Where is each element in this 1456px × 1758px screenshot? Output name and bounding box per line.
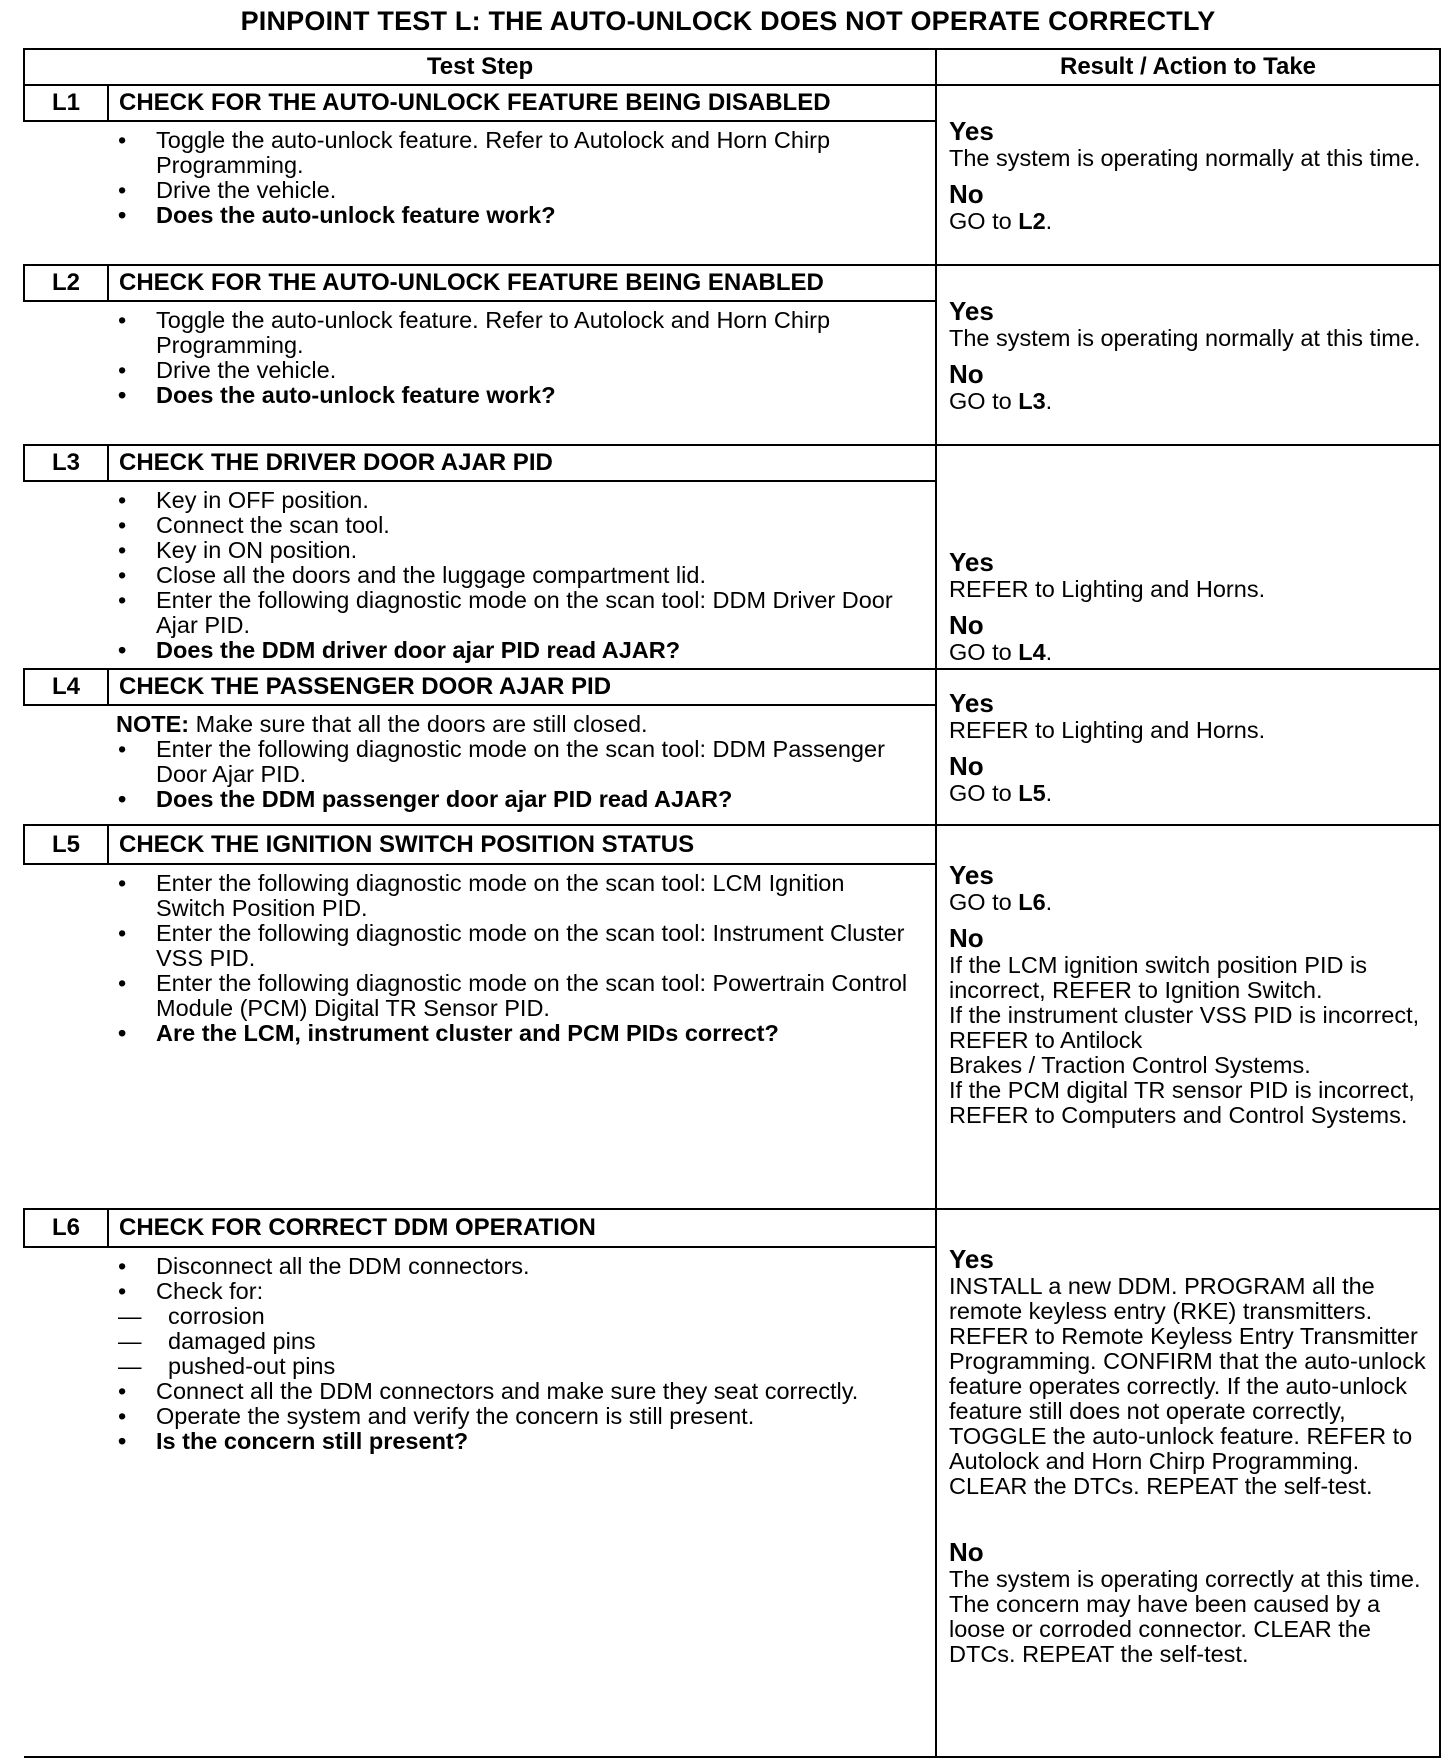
list-item: • Enter the following diagnostic mode on the scan tool: DDM Driver Door Ajar PID. bbox=[118, 588, 915, 638]
step-title: CHECK THE IGNITION SWITCH POSITION STATUS bbox=[108, 825, 936, 864]
list-item: • Enter the following diagnostic mode on the scan tool: Instrument Cluster VSS PID. bbox=[118, 921, 915, 971]
step-l5-title-row bbox=[24, 825, 1440, 864]
step-id: L5 bbox=[24, 825, 108, 864]
no-text: GO to L2. bbox=[949, 208, 1053, 234]
step-list bbox=[118, 488, 915, 663]
step-l5-body bbox=[24, 864, 936, 1209]
list-item: • Key in ON position. bbox=[118, 538, 915, 563]
list-item: • Are the LCM, instrument cluster and PCM PIDs correct? bbox=[118, 1021, 915, 1046]
step-list bbox=[118, 1254, 915, 1454]
step-id: L3 bbox=[24, 445, 108, 481]
header-test-step: Test Step bbox=[24, 49, 936, 85]
yes-label: Yes bbox=[949, 688, 994, 718]
list-item: • Drive the vehicle. bbox=[118, 178, 915, 203]
no-text-line: If the PCM digital TR sensor PID is incorrect, REFER to Computers and Control Systems. bbox=[949, 1077, 1415, 1128]
list-item: • Enter the following diagnostic mode on the scan tool: DDM Passenger Door Ajar PID. bbox=[118, 737, 915, 787]
step-list bbox=[118, 308, 915, 408]
yes-label: Yes bbox=[949, 1244, 994, 1274]
yes-text: INSTALL a new DDM. PROGRAM all the remote keyless entry (RKE) transmitters. REFER to Remote Keyless Entry Transmitter Programming. CONFIRM that the auto-unlock feature operates correctly. If the auto-unlock feature still does not operate correctly, TOGGLE the auto-unlock feature. REFER to Autolock and Horn Chirp Programming. CLEAR the DTCs. REPEAT the self-test. bbox=[949, 1273, 1426, 1499]
step-title: CHECK THE DRIVER DOOR AJAR PID bbox=[108, 445, 936, 481]
pinpoint-test-table bbox=[23, 48, 1441, 1758]
list-item: • Toggle the auto-unlock feature. Refer to Autolock and Horn Chirp Programming. bbox=[118, 128, 915, 178]
step-list bbox=[118, 871, 915, 1046]
list-item: • Check for: — corrosion — damaged pins — pushed-out pins bbox=[118, 1279, 915, 1379]
step-l2-body bbox=[24, 301, 936, 445]
yes-label: Yes bbox=[949, 860, 994, 890]
list-item: • Connect all the DDM connectors and make sure they seat correctly. bbox=[118, 1379, 915, 1404]
no-label: No bbox=[949, 610, 984, 640]
step-l3-body bbox=[24, 481, 936, 669]
list-item: • Does the DDM driver door ajar PID read AJAR? bbox=[118, 638, 915, 663]
list-item: • Does the auto-unlock feature work? bbox=[118, 203, 915, 228]
no-label: No bbox=[949, 179, 984, 209]
step-id: L1 bbox=[24, 85, 108, 121]
step-l4-result bbox=[936, 669, 1440, 825]
yes-label: Yes bbox=[949, 547, 994, 577]
step-title: CHECK FOR THE AUTO-UNLOCK FEATURE BEING DISABLED bbox=[108, 85, 936, 121]
no-text: GO to L5. bbox=[949, 780, 1053, 806]
list-item: • Drive the vehicle. bbox=[118, 358, 915, 383]
yes-text: The system is operating normally at this time. bbox=[949, 325, 1421, 351]
yes-text: The system is operating normally at this time. bbox=[949, 145, 1421, 171]
sub-list-item: — pushed-out pins bbox=[118, 1354, 915, 1379]
sub-list-item: — corrosion bbox=[118, 1304, 915, 1329]
yes-text: REFER to Lighting and Horns. bbox=[949, 576, 1266, 602]
step-id: L2 bbox=[24, 265, 108, 301]
no-text: The system is operating correctly at this time. The concern may have been caused by a loose or corroded connector. CLEAR the DTCs. REPEAT the self-test. bbox=[949, 1566, 1421, 1667]
step-l2-title-row bbox=[24, 265, 1440, 301]
step-l3-result bbox=[936, 445, 1440, 669]
no-label: No bbox=[949, 751, 984, 781]
step-l6-result bbox=[936, 1209, 1440, 1757]
step-title: CHECK FOR THE AUTO-UNLOCK FEATURE BEING ENABLED bbox=[108, 265, 936, 301]
list-item: • Disconnect all the DDM connectors. bbox=[118, 1254, 915, 1279]
no-text: GO to L4. bbox=[949, 639, 1053, 665]
yes-label: Yes bbox=[949, 116, 994, 146]
step-id: L6 bbox=[24, 1209, 108, 1247]
list-item: • Key in OFF position. bbox=[118, 488, 915, 513]
step-l4-body bbox=[24, 705, 936, 825]
step-l3-title-row bbox=[24, 445, 1440, 481]
no-label: No bbox=[949, 923, 984, 953]
step-l1-title-row bbox=[24, 85, 1440, 121]
step-l1-body bbox=[24, 121, 936, 265]
step-l1-result bbox=[936, 85, 1440, 265]
step-title: CHECK THE PASSENGER DOOR AJAR PID bbox=[108, 669, 936, 705]
list-item: • Toggle the auto-unlock feature. Refer to Autolock and Horn Chirp Programming. bbox=[118, 308, 915, 358]
note-text: NOTE: Make sure that all the doors are still closed. bbox=[116, 711, 648, 737]
no-label: No bbox=[949, 359, 984, 389]
no-text-line: If the LCM ignition switch position PID is incorrect, REFER to Ignition Switch. bbox=[949, 952, 1367, 1003]
no-label: No bbox=[949, 1537, 984, 1567]
list-item: • Does the DDM passenger door ajar PID read AJAR? bbox=[118, 787, 915, 812]
step-id: L4 bbox=[24, 669, 108, 705]
list-item: • Enter the following diagnostic mode on the scan tool: LCM Ignition Switch Position PID. bbox=[118, 871, 915, 921]
step-l5-result bbox=[936, 825, 1440, 1209]
step-list bbox=[118, 737, 915, 812]
no-text-line: If the instrument cluster VSS PID is incorrect, REFER to Antilock bbox=[949, 1002, 1420, 1053]
page-title: PINPOINT TEST L: THE AUTO-UNLOCK DOES NOT OPERATE CORRECTLY bbox=[240, 6, 1216, 36]
no-text-line: Brakes / Traction Control Systems. bbox=[949, 1052, 1311, 1078]
yes-text: REFER to Lighting and Horns. bbox=[949, 717, 1266, 743]
list-item: • Connect the scan tool. bbox=[118, 513, 915, 538]
list-item: • Close all the doors and the luggage compartment lid. bbox=[118, 563, 915, 588]
no-text: GO to L3. bbox=[949, 388, 1053, 414]
step-l6-title-row bbox=[24, 1209, 1440, 1247]
list-item: • Enter the following diagnostic mode on the scan tool: Powertrain Control Module (PCM) Digital TR Sensor PID. bbox=[118, 971, 915, 1021]
list-item: • Operate the system and verify the concern is still present. bbox=[118, 1404, 915, 1429]
sub-list-item: — damaged pins bbox=[118, 1329, 915, 1354]
step-l2-result bbox=[936, 265, 1440, 445]
step-l4-title-row bbox=[24, 669, 1440, 705]
table-header-row bbox=[24, 49, 1440, 85]
sub-list bbox=[118, 1304, 915, 1379]
list-item: • Is the concern still present? bbox=[118, 1429, 915, 1454]
yes-label: Yes bbox=[949, 296, 994, 326]
step-list bbox=[118, 128, 915, 228]
list-item: • Does the auto-unlock feature work? bbox=[118, 383, 915, 408]
step-l6-body bbox=[24, 1247, 936, 1757]
header-result-action: Result / Action to Take bbox=[936, 49, 1440, 85]
step-title: CHECK FOR CORRECT DDM OPERATION bbox=[108, 1209, 936, 1247]
yes-text: GO to L6. bbox=[949, 889, 1053, 915]
